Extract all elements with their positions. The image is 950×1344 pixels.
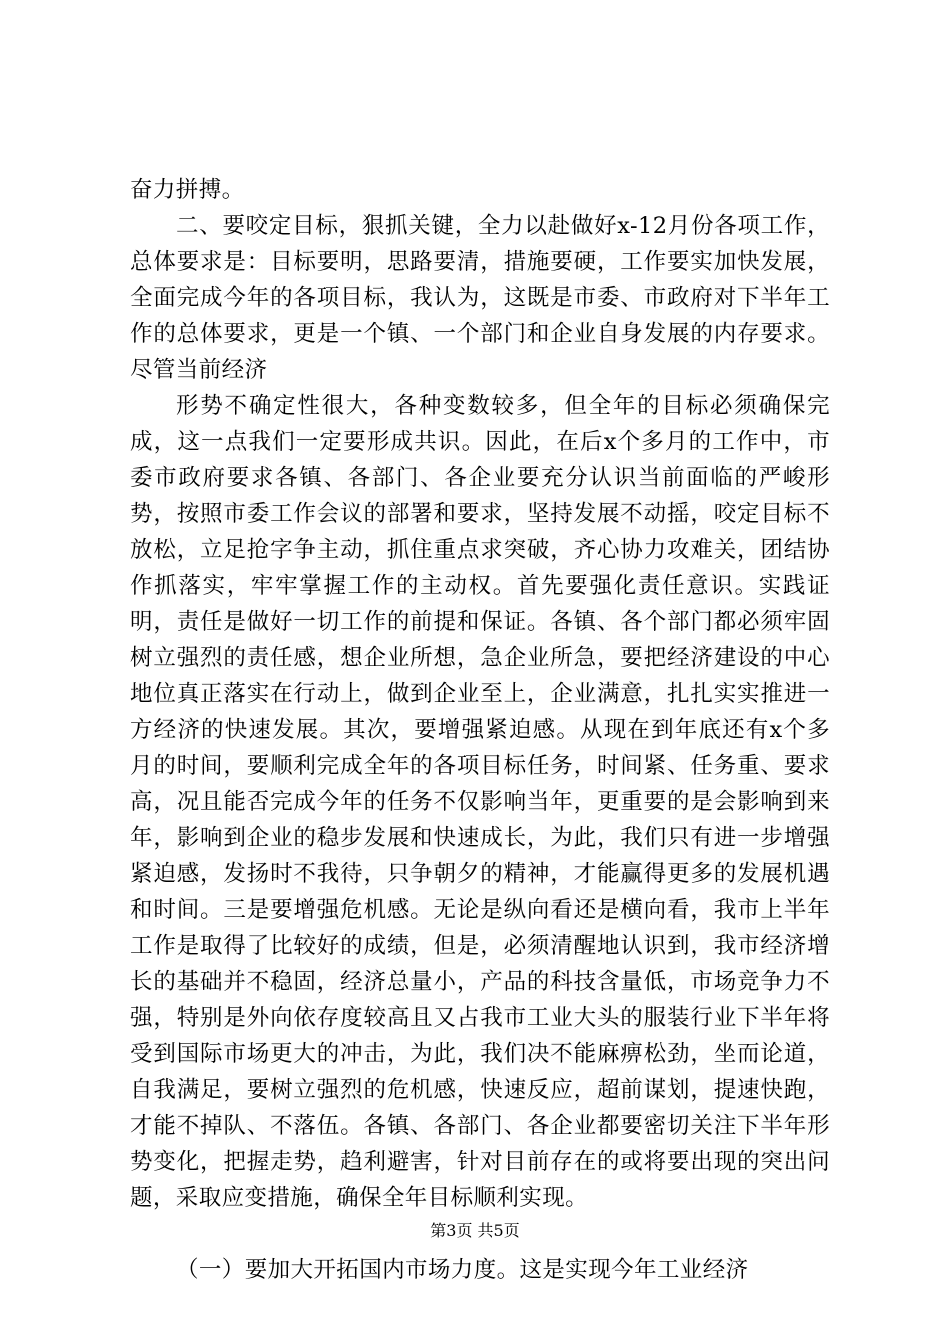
body-text <box>130 172 830 1288</box>
paragraph-2: 二、要咬定目标，狠抓关键，全力以赴做好x-12月份各项工作，总体要求是：目标要明，思路要清，措施要硬，工作要实加快发展，全面完成今年的各项目标，我认为，这既是市委、市政府对下半年工作的总体要求，更是一个镇、一个部门和企业自身发展的内存要求。尽管当前经济 <box>130 213 830 383</box>
paragraph-3: 形势不确定性很大，各种变数较多，但全年的目标必须确保完成，这一点我们一定要形成共识。因此，在后x个多月的工作中，市委市政府要求各镇、各部门、各企业要充分认识当前面临的严峻形势，按照市委工作会议的部署和要求，坚持发展不动摇，咬定目标不放松，立足抢字争主动，抓住重点求突破，齐心协力攻难关，团结协作抓落实，牢牢掌握工作的主动权。首先要强化责任意识。实践证明，责任是做好一切工作的前提和保证。各镇、各个部门都必须牢固树立强烈的责任感，想企业所想，急企业所急，要把经济建设的中心地位真正落实在行动上，做到企业至上，企业满意，扎扎实实推进一方经济的快速发展。其次，要增强紧迫感。从现在到年底还有x个多月的时间，要顺利完成全年的各项目标任务，时间紧、任务重、要求高，况且能否完成今年的任务不仅影响当年，更重要的是会影响到来年，影响到企业的稳步发展和快速成长，为此，我们只有进一步增强紧迫感，发扬时不我待，只争朝夕的精神，才能赢得更多的发展机遇和时间。三是要增强危机感。无论是纵向看还是横向看，我市上半年工作是取得了比较好的成绩，但是，必须清醒地认识到，我市经济增长的基础并不稳固，经济总量小，产品的科技含量低，市场竞争力不强，特别是外向依存度较高且又占我市工业大头的服装行业下半年将受到国际市场更大的冲击，为此，我们决不能麻痹松劲，坐而论道，自我满足，要树立强烈的危机感，快速反应，超前谋划，提速快跑，才能不掉队、不落伍。各镇、各部门、各企业都要密切关注下半年形势变化，把握走势，趋利避害，针对目前存在的或将要出现的突出问题，采取应变措施，确保全年目标顺利实现。 <box>130 393 830 1211</box>
paragraph-1: 奋力拼搏。 <box>130 177 245 203</box>
page-number: 第3页 共5页 <box>430 1221 520 1240</box>
section-subheading: （一）要加大开拓国内市场力度。这是实现今年工业经济 <box>176 1257 749 1283</box>
